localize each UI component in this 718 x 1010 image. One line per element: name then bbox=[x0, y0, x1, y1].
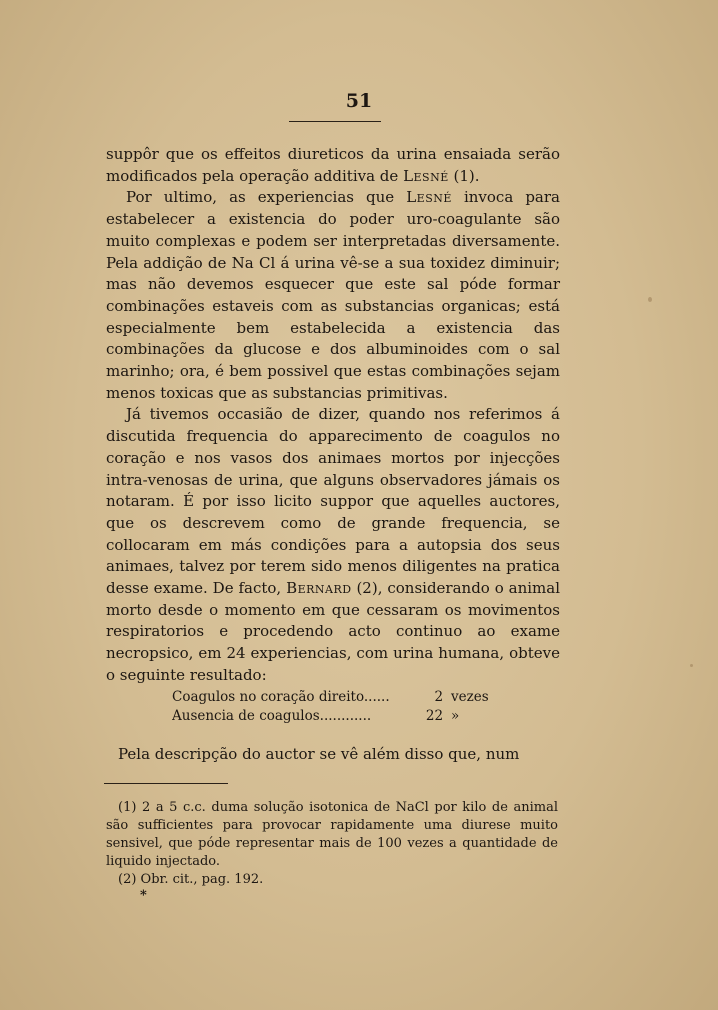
paragraph-3: Já tivemos occasião de dizer, quando nos referimos á discutida frequencia do apparecimento de coagulos no coração e nos vasos dos animaes mortos por injecções intra-venosas de urina, que alguns observadores jámais os notaram. É por isso licito suppor que aquelles auctores, que os descrevem como de grande frequencia, se collocaram em más condições para a autopsia dos seus animaes, talvez por terem sido menos diligentes na pratica desse exame. De facto, Bernard (2), considerando o animal morto desde o momento em que cessaram os movimentos respiratorios e procedendo acto continuo ao exame necropsico, em 24 experiencias, com urina humana, obteve o seguinte resultado: bbox=[106, 405, 560, 684]
body-text bbox=[106, 144, 560, 687]
leader-dots: ...... bbox=[363, 689, 390, 705]
author-name: Lesné bbox=[406, 188, 452, 207]
result-value: 2 bbox=[434, 689, 444, 705]
paragraph-2: Por ultimo, as experiencias que Lesné invoca para estabelecer a existencia do poder uro-coagulante são muito complexas e podem ser interpretadas diversamente. Pela addição de Na Cl á urina vê-se a sua toxidez diminuir; mas não devemos esquecer que este sal póde formar combinações estaveis com as substancias organicas; está especialmente bem estabelecida a existencia das combinações da glucose e dos albuminoides com o sal marinho; ora, é bem possivel que estas combinações sejam menos toxicas que as substancias primitivas. bbox=[106, 188, 560, 402]
leader-dots: ............ bbox=[319, 707, 372, 724]
result-unit: » bbox=[451, 707, 460, 724]
results-table bbox=[172, 688, 492, 725]
signature-mark: * bbox=[140, 888, 147, 903]
result-unit: vezes bbox=[451, 689, 489, 705]
result-row bbox=[172, 688, 492, 707]
author-name: Bernard bbox=[286, 579, 352, 598]
result-row bbox=[172, 707, 492, 726]
page-number: 51 bbox=[345, 90, 373, 112]
author-name: Lesné bbox=[403, 166, 449, 185]
closing-paragraph: Pela descripção do auctor se vê além disso que, num bbox=[118, 745, 520, 763]
footnotes bbox=[106, 799, 558, 889]
footnote-rule bbox=[104, 783, 228, 784]
header-rule bbox=[289, 121, 381, 122]
footnote-2: (2) Obr. cit., pag. 192. bbox=[118, 872, 264, 887]
paper-speck bbox=[690, 664, 693, 667]
result-label: Ausencia de coagulos bbox=[172, 707, 320, 724]
result-label: Coagulos no coração direito bbox=[172, 689, 364, 705]
footnote-1: (1) 2 a 5 c.c. duma solução isotonica de NaCl por kilo de animal são sufficientes para provocar rapidamente uma diurese muito sensivel, que póde representar mais de 100 vezes a quantidade de liquido injectado. bbox=[106, 800, 558, 869]
paragraph-1: suppôr que os effeitos diureticos da urina ensaiada serão modificados pela operação additiva de Lesné (1). bbox=[106, 145, 560, 185]
result-value: 22 bbox=[425, 707, 444, 724]
paper-speck bbox=[648, 297, 652, 302]
